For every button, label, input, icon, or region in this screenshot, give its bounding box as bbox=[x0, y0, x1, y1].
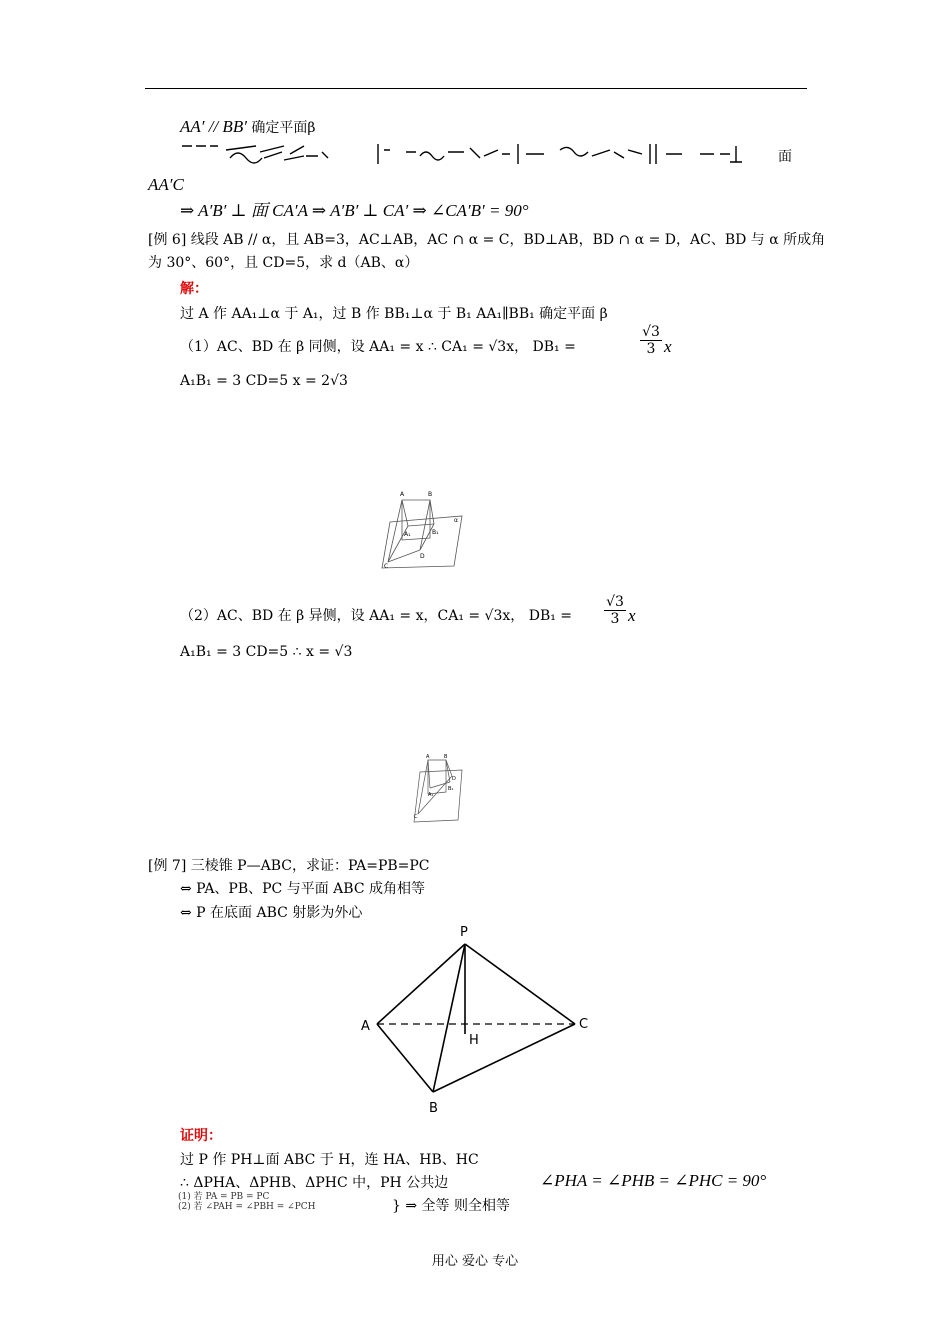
figure-1-same-side bbox=[380, 488, 465, 570]
ex6-case-2-denominator: 3 bbox=[604, 610, 626, 627]
fig2-label-a: A bbox=[426, 754, 430, 760]
ex6-case-2 bbox=[180, 607, 572, 625]
ex6-case-2-numerator: √3 bbox=[606, 594, 624, 610]
proof-small-1: (1) 若 PA = PB = PC bbox=[178, 1192, 270, 1202]
proof-line-3: } ⇒ 全等 则全相等 bbox=[392, 1198, 510, 1214]
ex6-case-1-denominator: 3 bbox=[640, 340, 662, 357]
fig3-label-h: H bbox=[469, 1033, 479, 1048]
ex6-step-1: 过 A 作 AA₁⊥α 于 A₁，过 B 作 BB₁⊥α 于 B₁ AA₁∥BB₁ 确定平面 β bbox=[180, 306, 608, 322]
top-line-4: ⇒ A′B′ ⊥ 面 CA′A ⇒ A′B′ ⊥ CA′ ⇒ ∠CA′B′ = 90° bbox=[180, 201, 529, 220]
fig3-label-b: B bbox=[429, 1101, 438, 1116]
figure-3-tetrahedron bbox=[355, 920, 605, 1120]
ex7-line-1: [例 7] 三棱锥 P—ABC，求证：PA=PB=PC bbox=[148, 858, 430, 874]
proof-line-2-b: ∠PHA = ∠PHB = ∠PHC = 90° bbox=[540, 1171, 767, 1190]
ex6-case-2-text: （2）AC、BD 在 β 异侧，设 AA₁ = x，CA₁ = √3x， DB₁ = bbox=[180, 608, 573, 624]
page-footer: 用心 爱心 专心 bbox=[431, 1254, 519, 1269]
ex6-case-2-fraction bbox=[604, 594, 626, 627]
fig2-label-d: D bbox=[452, 776, 456, 782]
ex7-line-2: ⇔ PA、PB、PC 与平面 ABC 成角相等 bbox=[180, 881, 425, 897]
fig3-label-p: P bbox=[460, 925, 468, 940]
ex6-case-1-numerator: √3 bbox=[642, 324, 660, 340]
top-line-2-end: 面 bbox=[778, 149, 792, 165]
ex6-case-2-line-2: A₁B₁ = 3 CD=5 ∴ x = √3 bbox=[180, 644, 353, 660]
ex7-line-3: ⇔ P 在底面 ABC 射影为外心 bbox=[180, 905, 363, 921]
fig1-label-d: D bbox=[420, 553, 425, 560]
top-line-1-text: 确定平面β bbox=[251, 120, 316, 136]
garbled-formula-image bbox=[180, 140, 780, 166]
ex6-solve-label: 解： bbox=[180, 281, 208, 297]
proof-line-2 bbox=[180, 1174, 448, 1192]
proof-small-conditions bbox=[178, 1192, 316, 1212]
header-rule bbox=[145, 88, 807, 89]
fig1-label-b: B bbox=[428, 491, 433, 498]
fig1-label-b1: B₁ bbox=[432, 529, 439, 536]
fig3-label-c: C bbox=[579, 1017, 589, 1032]
fig2-label-c: C bbox=[414, 814, 418, 820]
top-line-1 bbox=[180, 118, 315, 137]
ex6-case-1-x: x bbox=[664, 337, 672, 356]
ex6-case-1-fraction bbox=[640, 324, 662, 357]
ex6-line-1: [例 6] 线段 AB // α，且 AB=3，AC⊥AB，AC ∩ α = C，BD⊥AB，BD ∩ α = D，AC、BD 与 α 所成角 bbox=[148, 232, 826, 248]
fig2-label-a1: A₁ bbox=[428, 792, 434, 798]
figure-2-opposite-side bbox=[408, 752, 466, 824]
fig3-label-a: A bbox=[361, 1019, 370, 1034]
ex6-case-1 bbox=[180, 338, 576, 356]
ex6-case-1-line-2: A₁B₁ = 3 CD=5 x = 2√3 bbox=[180, 373, 348, 389]
ex6-case-2-x: x bbox=[628, 606, 636, 625]
fig1-label-alpha: α bbox=[454, 517, 458, 524]
fig1-label-c: C bbox=[384, 563, 389, 570]
ex6-line-2: 为 30°、60°，且 CD=5，求 d（AB、α） bbox=[148, 255, 419, 271]
fig2-label-b1: B₁ bbox=[448, 786, 454, 792]
proof-line-2-a: ∴ ΔPHA、ΔPHB、ΔPHC 中，PH 公共边 bbox=[180, 1175, 449, 1191]
top-line-1-math: AA′ // BB′ bbox=[180, 117, 247, 136]
fig2-label-b: B bbox=[444, 754, 448, 760]
ex6-case-1-text: （1）AC、BD 在 β 同侧，设 AA₁ = x ∴ CA₁ = √3x， DB₁ = bbox=[180, 339, 576, 355]
fig1-label-a1: A₁ bbox=[404, 531, 411, 538]
proof-label: 证明： bbox=[180, 1128, 222, 1144]
proof-small-2: (2) 若 ∠PAH = ∠PBH = ∠PCH bbox=[178, 1202, 316, 1212]
top-line-3: AA′C bbox=[148, 175, 184, 194]
proof-line-1: 过 P 作 PH⊥面 ABC 于 H，连 HA、HB、HC bbox=[180, 1152, 479, 1168]
fig1-label-a: A bbox=[400, 491, 405, 498]
